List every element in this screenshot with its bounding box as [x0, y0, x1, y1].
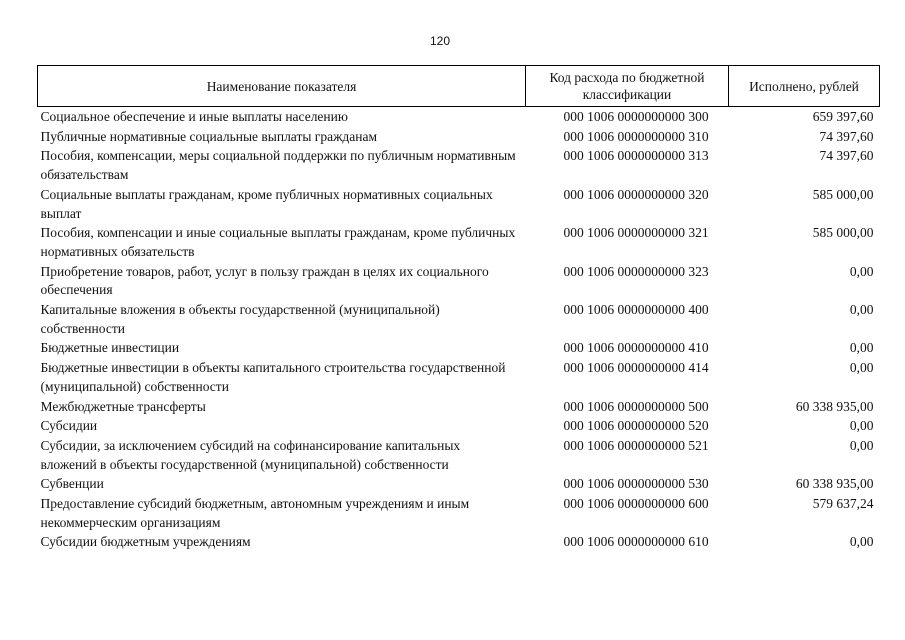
table-row: [38, 533, 880, 553]
executed-amount-cell: 60 338 935,00: [795, 398, 874, 414]
indicator-name-cell: Межбюджетные трансферты: [40, 398, 206, 414]
table-row: [38, 128, 880, 148]
expense-code-cell: 000 1006 0000000000 300: [563, 109, 709, 124]
header-indicator-name: Наименование показателя: [38, 66, 526, 107]
table-row: [38, 301, 880, 339]
table-row: [38, 224, 880, 262]
expense-code-cell: 000 1006 0000000000 414: [563, 360, 709, 376]
executed-amount-cell: 74 397,60: [819, 148, 874, 164]
executed-amount-cell: 585 000,00: [812, 225, 874, 241]
indicator-name-cell: Публичные нормативные социальные выплаты гражданам: [40, 128, 378, 144]
executed-amount-cell: 0,00: [849, 418, 874, 434]
expense-code-cell: 000 1006 0000000000 321: [563, 225, 709, 241]
executed-amount-cell: 60 338 935,00: [795, 476, 874, 492]
executed-amount-cell: 0,00: [849, 302, 874, 318]
page-number: 120: [429, 34, 451, 48]
header-expense-code: Код расхода по бюджетной классификации: [526, 66, 729, 107]
executed-amount-cell: 0,00: [849, 263, 874, 279]
table-row: [38, 398, 880, 418]
executed-amount-cell: 0,00: [849, 534, 874, 550]
executed-amount-cell: 579 637,24: [812, 496, 874, 512]
executed-amount-cell: 0,00: [849, 360, 874, 376]
expense-code-cell: 000 1006 0000000000 610: [563, 534, 709, 550]
header-executed-amount: Исполнено, рублей: [729, 66, 880, 107]
table-row: [38, 147, 880, 185]
indicator-name-cell: Бюджетные инвестиции: [40, 340, 180, 356]
executed-amount-cell: 0,00: [849, 340, 874, 356]
expense-code-cell: 000 1006 0000000000 410: [563, 340, 709, 356]
expense-code-cell: 000 1006 0000000000 500: [563, 398, 709, 414]
expense-code-cell: 000 1006 0000000000 520: [563, 418, 709, 434]
indicator-name-cell: Пособия, компенсации и иные социальные выплаты гражданам, кроме публичных нормативных обязательств: [40, 225, 516, 259]
indicator-name-cell: Предоставление субсидий бюджетным, автономным учреждениям и иным некоммерческим организациям: [40, 496, 470, 530]
expense-code-cell: 000 1006 0000000000 310: [563, 128, 709, 144]
table-row: [38, 107, 880, 128]
indicator-name-cell: Субвенции: [40, 476, 104, 492]
table-row: [38, 475, 880, 495]
executed-amount-cell: 74 397,60: [819, 128, 874, 144]
expense-code-cell: 000 1006 0000000000 320: [563, 186, 709, 202]
table-row: [38, 263, 880, 301]
indicator-name-cell: Субсидии, за исключением субсидий на софинансирование капитальных вложений в объекты государственной (муниципальной) собственности: [40, 437, 461, 472]
indicator-name-cell: Бюджетные инвестиции в объекты капитального строительства государственной (муниципальной) собственности: [40, 360, 506, 394]
indicator-name-cell: Субсидии бюджетным учреждениям: [40, 534, 251, 550]
indicator-name-cell: Социальное обеспечение и иные выплаты населению: [40, 109, 348, 124]
indicator-name-cell: Капитальные вложения в объекты государственной (муниципальной) собственности: [40, 302, 440, 336]
table-row: [38, 495, 880, 533]
table-row: [38, 186, 880, 224]
indicator-name-cell: Субсидии: [40, 418, 98, 434]
budget-execution-table: [37, 65, 880, 553]
expense-code-cell: 000 1006 0000000000 400: [563, 302, 709, 318]
table-header-row: [38, 66, 880, 107]
expense-code-cell: 000 1006 0000000000 521: [563, 437, 709, 453]
indicator-name-cell: Приобретение товаров, работ, услуг в пользу граждан в целях их социального обеспечения: [40, 263, 489, 298]
indicator-name-cell: Социальные выплаты гражданам, кроме публичных нормативных социальных выплат: [40, 186, 493, 221]
table-row: [38, 339, 880, 359]
expense-code-cell: 000 1006 0000000000 323: [563, 263, 709, 279]
table-row: [38, 417, 880, 437]
expense-code-cell: 000 1006 0000000000 313: [563, 148, 709, 164]
executed-amount-cell: 585 000,00: [812, 186, 874, 202]
executed-amount-cell: 659 397,60: [812, 109, 874, 124]
expense-code-cell: 000 1006 0000000000 530: [563, 476, 709, 492]
table-row: [38, 359, 880, 397]
executed-amount-cell: 0,00: [849, 437, 874, 453]
table-row: [38, 437, 880, 475]
expense-code-cell: 000 1006 0000000000 600: [563, 496, 709, 512]
indicator-name-cell: Пособия, компенсации, меры социальной поддержки по публичным нормативным обязательствам: [40, 148, 516, 183]
